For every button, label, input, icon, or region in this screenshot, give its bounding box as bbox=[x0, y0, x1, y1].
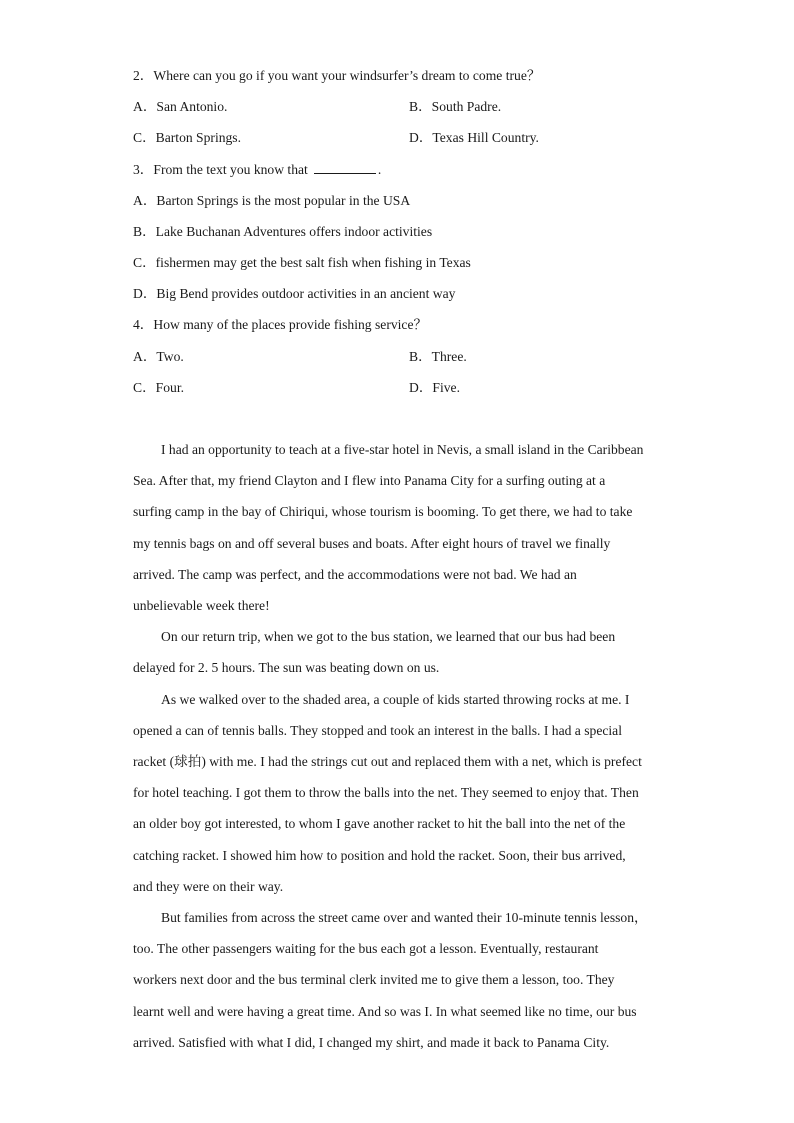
passage-line: arrived. Satisfied with what I did, I changed my shirt, and made it back to Panama City. bbox=[133, 1035, 610, 1050]
passage-line: catching racket. I showed him how to position and hold the racket. Soon, their bus arrived, bbox=[133, 848, 626, 863]
passage-line: unbelievable week there! bbox=[133, 598, 270, 613]
passage-line: On our return trip, when we got to the bus station, we learned that our bus had been bbox=[161, 629, 616, 644]
question-3-option-d: D．Big Bend provides outdoor activities in an ancient way bbox=[133, 286, 456, 301]
passage-line: my tennis bags on and off several buses and boats. After eight hours of travel we finally bbox=[133, 536, 611, 551]
passage-line: learnt well and were having a great time. And so was I. In what seemed like no time, our bus bbox=[133, 1004, 637, 1019]
passage-line: opened a can of tennis balls. They stopped and took an interest in the balls. I had a special bbox=[133, 723, 622, 738]
question-4-stem: 4．How many of the places provide fishing service？ bbox=[133, 317, 428, 332]
question-3-option-a: A．Barton Springs is the most popular in the USA bbox=[133, 193, 411, 208]
question-3-stem bbox=[133, 161, 381, 179]
passage-line: Sea. After that, my friend Clayton and I flew into Panama City for a surfing outing at a bbox=[133, 473, 606, 488]
passage-line: and they were on their way. bbox=[133, 879, 284, 894]
question-4-option-b: B．Three. bbox=[409, 349, 467, 364]
question-3-stem-end: . bbox=[377, 162, 382, 177]
passage-line: surfing camp in the bay of Chiriqui, whose tourism is booming. To get there, we had to take bbox=[133, 504, 633, 519]
answer-blank bbox=[314, 161, 376, 174]
passage-line: But families from across the street came over and wanted their 10-minute tennis lesson， bbox=[161, 910, 648, 925]
passage-line: racket (球拍) with me. I had the strings cut out and replaced them with a net, which is prefect bbox=[133, 754, 642, 769]
question-4-option-c: C．Four. bbox=[133, 380, 184, 395]
question-4-option-d: D．Five. bbox=[409, 380, 460, 395]
question-2-option-c: C．Barton Springs. bbox=[133, 130, 241, 145]
question-3-stem-text: 3．From the text you know that bbox=[133, 162, 308, 177]
passage-line: for hotel teaching. I got them to throw the balls into the net. They seemed to enjoy that. Then bbox=[133, 785, 639, 800]
question-3-option-c: C．fishermen may get the best salt fish when fishing in Texas bbox=[133, 255, 471, 270]
question-2-option-b: B．South Padre. bbox=[409, 99, 502, 114]
question-4-option-a: A．Two. bbox=[133, 349, 184, 364]
passage-line: an older boy got interested, to whom I gave another racket to hit the ball into the net of the bbox=[133, 816, 626, 831]
question-2-stem: 2．Where can you go if you want your windsurfer’s dream to come true？ bbox=[133, 68, 541, 83]
passage-line: As we walked over to the shaded area, a couple of kids started throwing rocks at me. I bbox=[161, 692, 630, 707]
passage-line: delayed for 2. 5 hours. The sun was beating down on us. bbox=[133, 660, 440, 675]
passage-line: workers next door and the bus terminal clerk invited me to give them a lesson, too. They bbox=[133, 972, 615, 987]
question-2-option-a: A．San Antonio. bbox=[133, 99, 228, 114]
passage-line: arrived. The camp was perfect, and the accommodations were not bad. We had an bbox=[133, 567, 577, 582]
question-2-option-d: D．Texas Hill Country. bbox=[409, 130, 539, 145]
passage-line: too. The other passengers waiting for the bus each got a lesson. Eventually, restaurant bbox=[133, 941, 599, 956]
passage-line: I had an opportunity to teach at a five-star hotel in Nevis, a small island in the Caribbean bbox=[161, 442, 644, 457]
question-3-option-b: B．Lake Buchanan Adventures offers indoor activities bbox=[133, 224, 433, 239]
